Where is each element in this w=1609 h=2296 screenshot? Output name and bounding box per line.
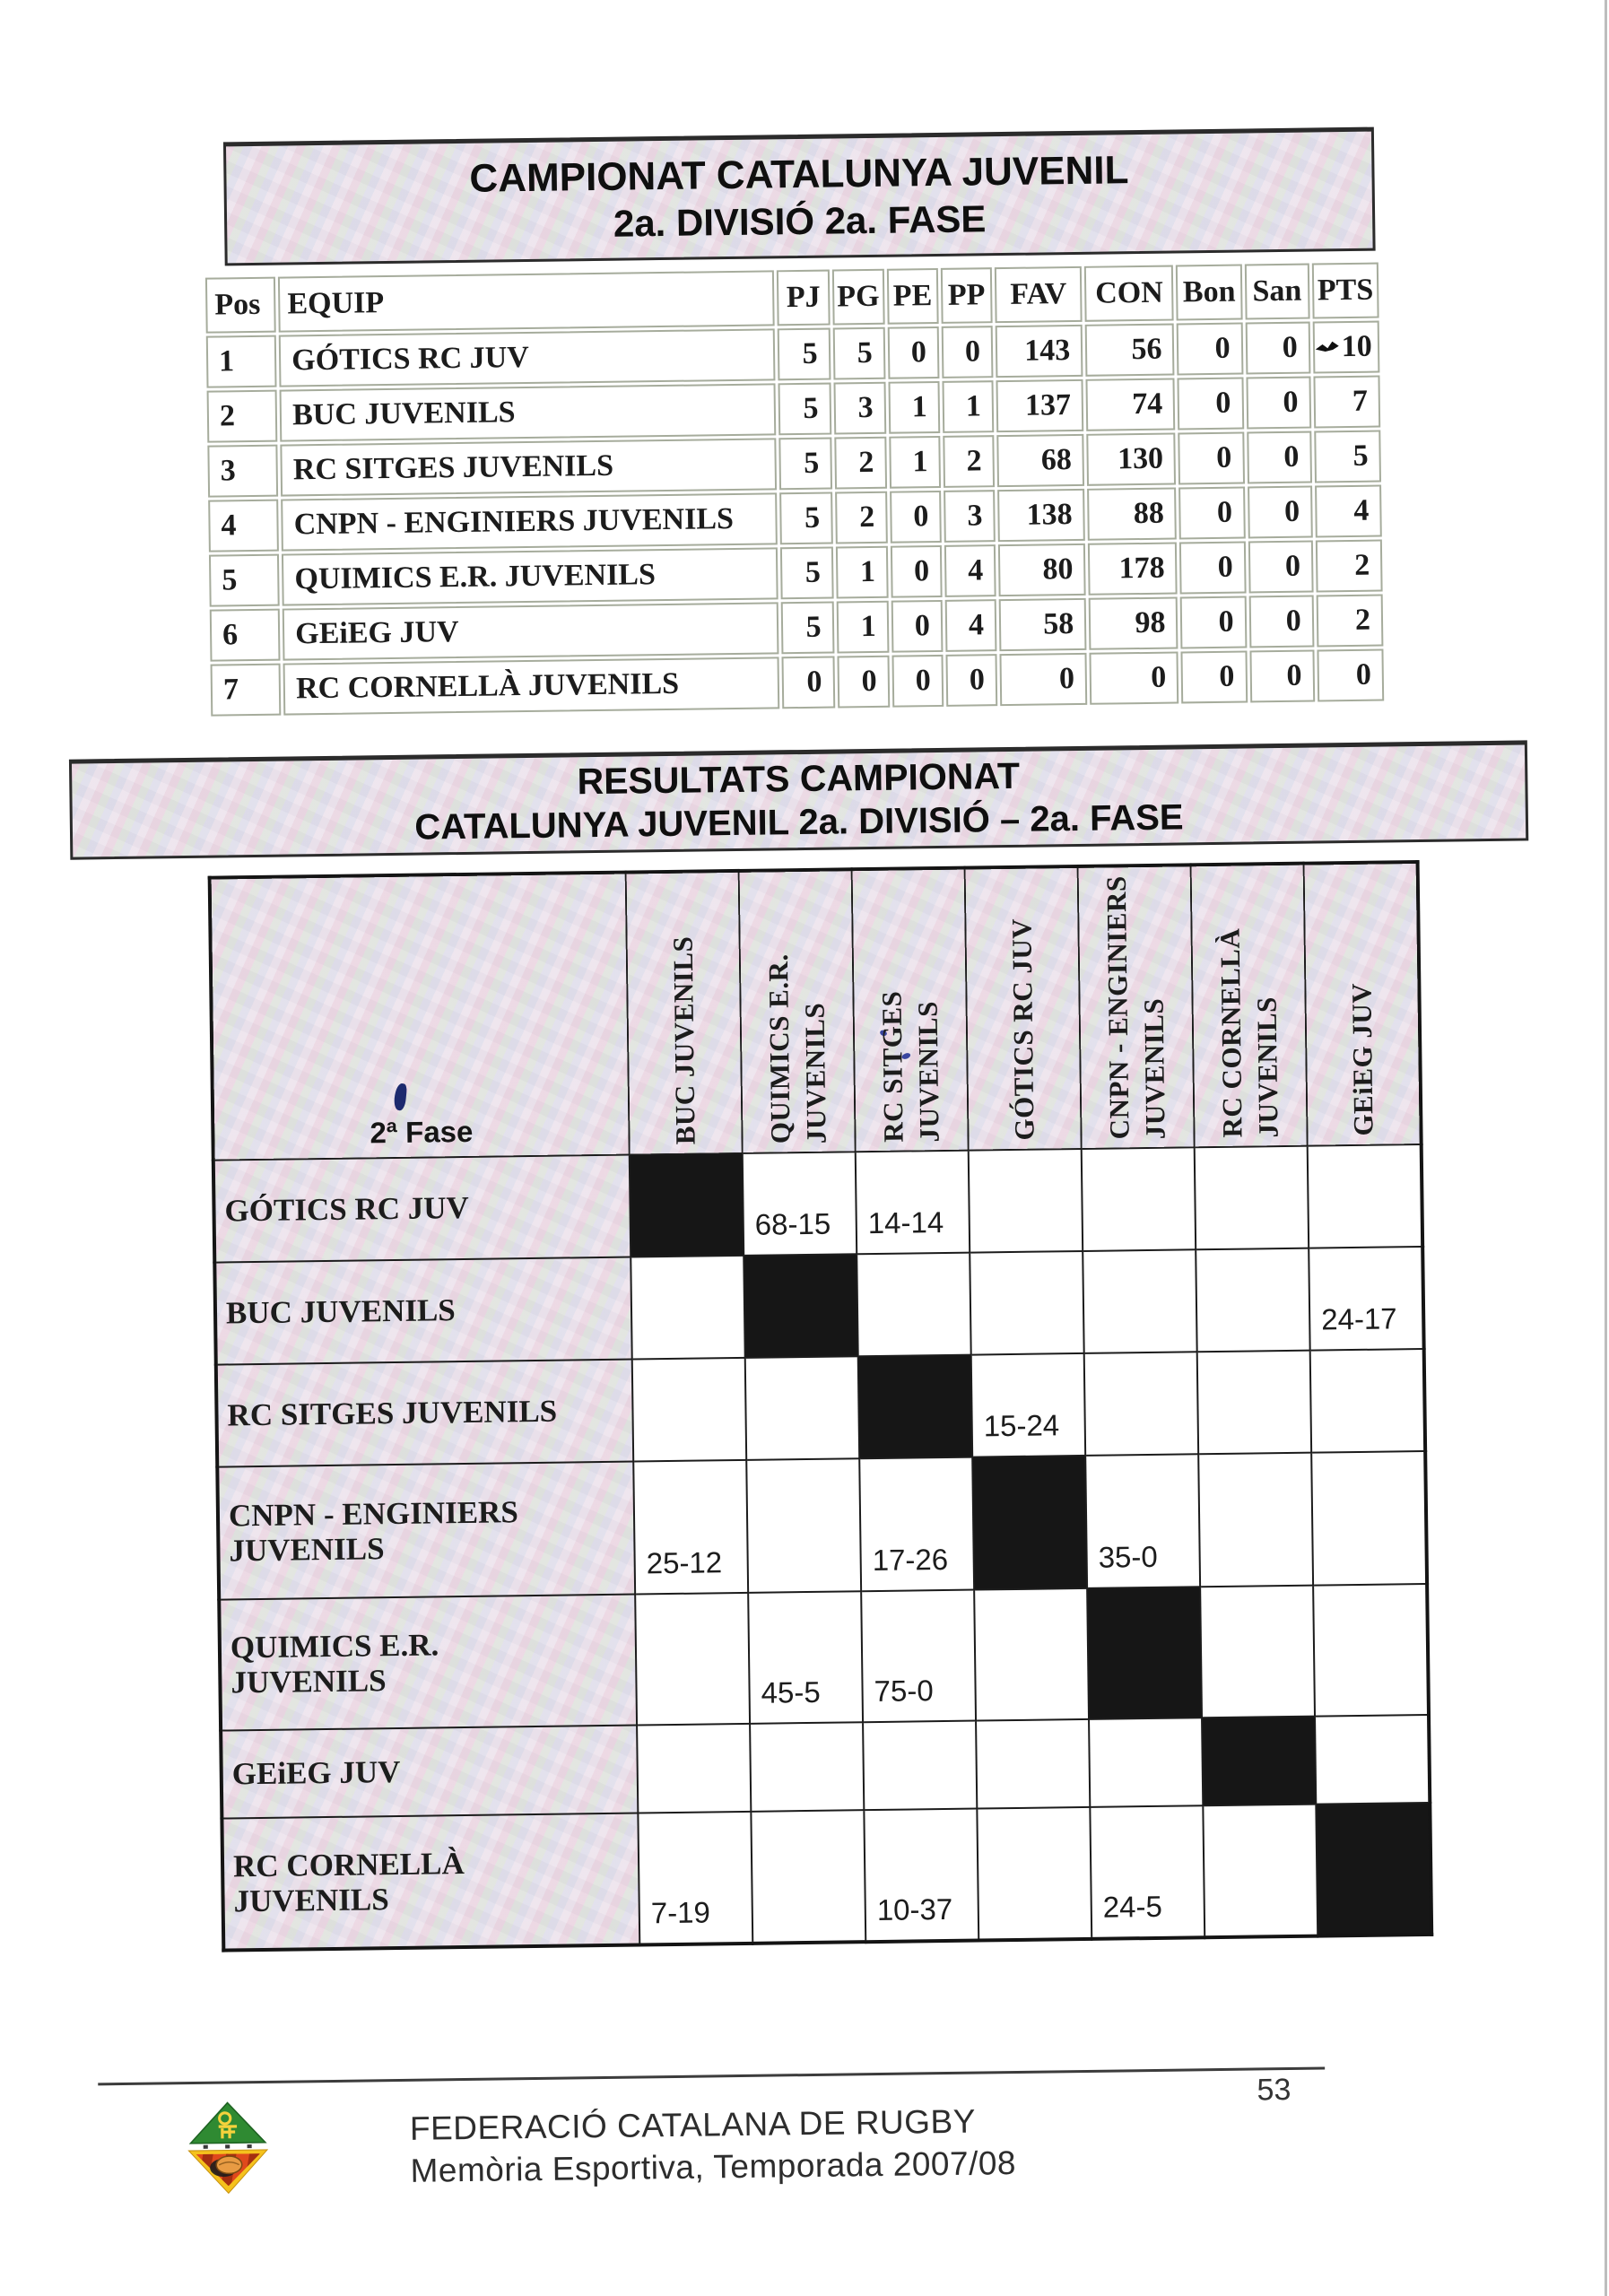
banner-title-line1: CAMPIONAT CATALUNYA JUVENIL (469, 148, 1129, 202)
page-number: 53 (1257, 2072, 1292, 2108)
result-row-buc (214, 1247, 1423, 1365)
row-label-line: JUVENILS (233, 1882, 389, 1919)
results-banner-line1: RESULTATS CAMPIONAT (577, 755, 1021, 803)
cell-pj: 5 (779, 438, 832, 491)
result-cell (1083, 1249, 1196, 1353)
col-header-sitges (852, 868, 969, 1152)
result-cell (970, 1251, 1083, 1355)
cell-san: 0 (1248, 486, 1313, 539)
cell-con: 130 (1086, 433, 1176, 486)
result-cell: 68-15 (743, 1152, 857, 1256)
cell-pg: 0 (837, 656, 890, 709)
result-cell (1310, 1349, 1425, 1453)
cell-equip: BUC JUVENILS (280, 383, 777, 441)
cell-pts (1312, 321, 1379, 374)
result-cell-blackout (1087, 1587, 1202, 1719)
col-header-cnpn (1078, 865, 1195, 1149)
cell-pg: 2 (835, 491, 888, 544)
row-label-line: BUC JUVENILS (225, 1292, 457, 1331)
col-header-gotics (965, 866, 1082, 1151)
result-cell: 7-19 (638, 1812, 752, 1945)
cell-san: 0 (1247, 431, 1312, 484)
col-header-pts: PTS (1312, 263, 1379, 319)
results-header-row (210, 862, 1422, 1161)
result-cell (863, 1721, 977, 1811)
rotated-label: JUVENILS (1250, 996, 1284, 1138)
cell-pj: 5 (778, 328, 831, 381)
phase-label: 2ª Fase (370, 1114, 474, 1150)
row-label-line: RC CORNELLÀ (232, 1845, 465, 1884)
standings-table (203, 260, 1387, 719)
rotated-label: GEiEG JUV (1345, 982, 1379, 1137)
row-label-line: QUIMICS E.R. (230, 1627, 439, 1665)
cell-pts: 4 (1315, 485, 1382, 538)
cell-fav: 80 (998, 544, 1086, 596)
cell-pts: 2 (1316, 595, 1383, 648)
cell-pg: 3 (833, 382, 886, 435)
col-header-pe: PE (887, 268, 939, 325)
result-cell (974, 1588, 1089, 1721)
result-cell (745, 1356, 859, 1460)
result-cell-blackout (744, 1254, 857, 1358)
cell-pg: 5 (832, 327, 885, 380)
cell-equip: RC SITGES JUVENILS (281, 438, 778, 496)
result-cell (637, 1724, 751, 1813)
result-cell (1311, 1451, 1427, 1586)
rotated-label: CNPN - ENGINIERS (1100, 875, 1135, 1140)
cell-pj: 5 (780, 547, 833, 600)
row-label (222, 1813, 639, 1950)
cell-bon: 0 (1179, 542, 1246, 595)
result-cell (1203, 1805, 1318, 1938)
pts-value: 10 (1341, 329, 1372, 364)
cell-equip: GEiEG JUV (283, 602, 779, 660)
footer-subtitle: Memòria Esportiva, Temporada 2007/08 (410, 2144, 1017, 2189)
results-cross-table (208, 860, 1434, 1952)
result-cell-blackout (1202, 1717, 1316, 1806)
result-cell (1315, 1715, 1430, 1805)
cell-pe: 1 (889, 436, 941, 489)
result-row-quimics (219, 1584, 1429, 1731)
cell-fav: 143 (996, 325, 1083, 378)
col-header-san: San (1244, 264, 1309, 320)
col-header-buc (626, 871, 743, 1155)
cell-pe: 0 (891, 600, 943, 653)
cell-pj: 5 (780, 492, 833, 545)
result-cell (977, 1807, 1092, 1941)
row-label-line: GEiEG JUV (231, 1754, 401, 1792)
cell-equip: GÓTICS RC JUV (279, 328, 776, 387)
result-cell (1197, 1351, 1311, 1455)
col-header-fav: FAV (995, 266, 1083, 323)
blue-ink-mark-icon (393, 1082, 406, 1112)
rotated-label: JUVENILS (1137, 997, 1171, 1140)
result-cell: 14-14 (856, 1151, 970, 1255)
cell-fav: 68 (996, 434, 1084, 487)
result-cell: 24-17 (1309, 1247, 1423, 1351)
col-header-bon: Bon (1176, 265, 1242, 321)
cell-pts: 2 (1316, 540, 1383, 593)
row-label-line: CNPN - ENGINIERS (228, 1494, 519, 1534)
cell-bon: 0 (1178, 378, 1244, 430)
cell-con: 56 (1085, 324, 1175, 377)
row-label (213, 1155, 631, 1263)
result-cell (751, 1810, 865, 1944)
cell-fav: 0 (999, 653, 1087, 706)
result-row-cornella (222, 1803, 1431, 1951)
row-label (216, 1360, 633, 1467)
result-cell (750, 1722, 864, 1812)
banner-results-title (69, 740, 1528, 859)
result-cell (976, 1719, 1090, 1809)
cell-san: 0 (1248, 541, 1313, 594)
rotated-label: JUVENILS (798, 1002, 832, 1144)
cell-pp: 0 (945, 654, 997, 707)
ink-mark-icon (1316, 340, 1339, 354)
cell-pos: 6 (210, 609, 281, 662)
col-header-pp: PP (941, 267, 993, 324)
col-header-pj: PJ (777, 270, 830, 326)
row-label-line: RC SITGES JUVENILS (227, 1394, 558, 1433)
result-cell (1200, 1586, 1315, 1718)
col-header-pg: PG (831, 269, 884, 326)
cell-pos: 2 (207, 390, 278, 443)
cell-pp: 1 (942, 380, 994, 433)
result-cell (857, 1253, 970, 1357)
result-cell (635, 1593, 750, 1726)
result-cell (1082, 1147, 1196, 1251)
cell-bon: 0 (1178, 432, 1245, 485)
row-label-line: JUVENILS (229, 1531, 385, 1569)
results-corner-cell (210, 873, 630, 1161)
result-cell (1313, 1584, 1429, 1717)
result-cell (1196, 1248, 1309, 1352)
row-label (214, 1257, 631, 1365)
federation-name: FEDERACIÓ CATALANA DE RUGBY (409, 2102, 977, 2147)
rotated-label: JUVENILS (911, 1000, 945, 1143)
col-header-geieg (1304, 862, 1422, 1146)
result-cell (1198, 1453, 1313, 1587)
cell-pp: 3 (944, 490, 996, 543)
banner-championship-title (223, 127, 1376, 266)
col-header-con: CON (1084, 265, 1174, 322)
result-cell: 25-12 (633, 1460, 748, 1595)
result-cell (969, 1149, 1083, 1253)
cell-pe: 0 (887, 326, 939, 379)
rotated-label: RC SITGES (875, 990, 909, 1143)
result-cell (1308, 1144, 1422, 1248)
row-label (219, 1595, 637, 1731)
cell-pos: 1 (206, 335, 277, 388)
result-row-gotics (213, 1144, 1422, 1263)
cell-pe: 0 (891, 545, 943, 598)
cell-san: 0 (1249, 650, 1315, 703)
rotated-label: RC CORNELLÀ (1213, 927, 1248, 1138)
row-label-line: JUVENILS (230, 1663, 387, 1700)
result-row-geieg (221, 1715, 1430, 1819)
cell-pos: 7 (211, 664, 282, 717)
cell-bon: 0 (1180, 596, 1247, 649)
cell-pe: 1 (888, 381, 940, 434)
cell-pp: 0 (942, 326, 994, 378)
cell-pj: 5 (778, 383, 831, 436)
cell-equip: CNPN - ENGINIERS JUVENILS (281, 492, 778, 551)
cell-con: 0 (1090, 652, 1179, 705)
cell-con: 178 (1088, 543, 1178, 596)
result-cell-blackout (972, 1456, 1087, 1590)
result-cell: 75-0 (861, 1590, 976, 1723)
scanner-edge-artifact (1605, 0, 1607, 2296)
col-header-quimics (739, 869, 856, 1153)
cell-san: 0 (1248, 596, 1314, 648)
result-cell: 24-5 (1090, 1805, 1205, 1939)
cell-pts: 7 (1313, 376, 1380, 429)
cell-pg: 1 (836, 601, 889, 654)
cell-pp: 4 (944, 544, 996, 597)
result-cell-blackout (858, 1355, 972, 1459)
cell-pg: 1 (835, 546, 888, 599)
row-label (217, 1462, 635, 1600)
row-label (221, 1726, 638, 1819)
cell-san: 0 (1245, 322, 1310, 375)
col-header-equip: EQUIP (278, 270, 775, 332)
cell-bon: 0 (1178, 487, 1245, 540)
cell-bon: 0 (1181, 651, 1248, 704)
cell-pp: 4 (945, 599, 997, 652)
col-header-pos: Pos (205, 277, 276, 334)
result-cell (746, 1458, 861, 1593)
row-label-line: GÓTICS RC JUV (224, 1190, 470, 1229)
cell-pos: 5 (209, 554, 280, 607)
footer-text-block (410, 2100, 1017, 2192)
cell-fav: 58 (999, 598, 1087, 651)
cell-pe: 0 (890, 491, 942, 544)
cell-pos: 4 (208, 500, 279, 552)
result-row-cnpn (217, 1451, 1427, 1600)
cell-pts: 0 (1317, 649, 1384, 702)
result-cell-blackout (630, 1153, 744, 1257)
cell-bon: 0 (1177, 323, 1243, 376)
banner-title-line2: 2a. DIVISIÓ 2a. FASE (613, 197, 987, 246)
result-cell-blackout (1316, 1803, 1431, 1936)
cell-pj: 0 (782, 657, 835, 709)
cell-con: 88 (1087, 488, 1177, 541)
cell-pj: 5 (781, 602, 834, 655)
result-cell (632, 1358, 746, 1462)
cell-equip: QUIMICS E.R. JUVENILS (282, 547, 778, 605)
result-cell (1195, 1146, 1309, 1250)
result-cell: 17-26 (859, 1457, 974, 1592)
cell-con: 74 (1086, 378, 1176, 431)
rotated-label: BUC JUVENILS (666, 936, 701, 1145)
result-cell: 45-5 (748, 1591, 863, 1724)
cell-pts: 5 (1314, 430, 1381, 483)
result-cell (1089, 1718, 1203, 1807)
cell-pe: 0 (891, 655, 944, 708)
results-banner-line2: CATALUNYA JUVENIL 2a. DIVISIÓ – 2a. FASE (414, 797, 1184, 848)
cell-fav: 137 (996, 379, 1083, 432)
cell-pp: 2 (943, 435, 995, 488)
cell-equip: RC CORNELLÀ JUVENILS (283, 657, 780, 715)
rotated-label: GÓTICS RC JUV (1005, 918, 1040, 1142)
result-cell (631, 1256, 744, 1360)
result-cell (1084, 1352, 1198, 1456)
cell-pg: 2 (834, 437, 887, 490)
col-header-cornella (1191, 864, 1308, 1148)
cell-con: 98 (1089, 597, 1178, 650)
federation-logo-icon (182, 2100, 275, 2206)
result-cell: 10-37 (864, 1809, 978, 1943)
footer-divider (98, 2066, 1325, 2085)
result-cell: 15-24 (971, 1353, 1085, 1457)
rotated-label: QUIMICS E.R. (761, 953, 796, 1144)
result-cell: 35-0 (1085, 1454, 1200, 1588)
result-row-sitges (216, 1349, 1425, 1467)
cell-san: 0 (1246, 377, 1311, 430)
cell-pos: 3 (207, 445, 278, 498)
cell-fav: 138 (997, 489, 1085, 542)
